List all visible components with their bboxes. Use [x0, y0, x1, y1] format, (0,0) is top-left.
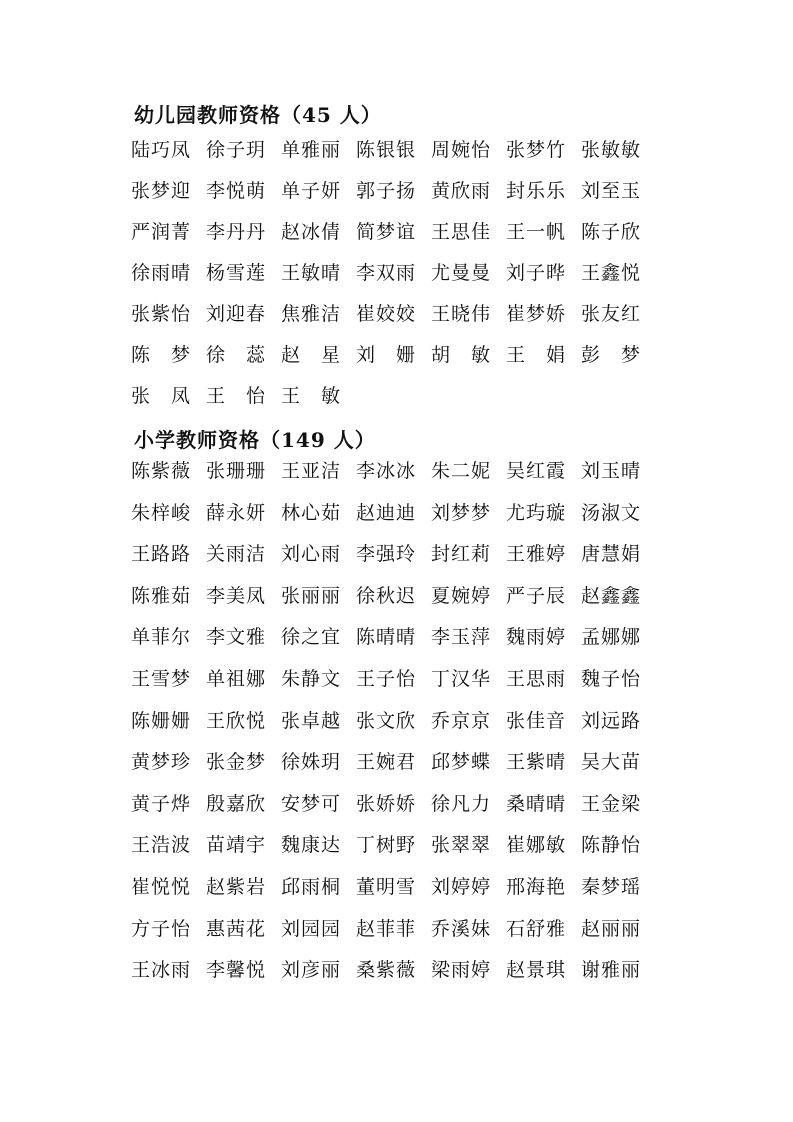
- name-entry: 吴红霞: [506, 460, 567, 482]
- name-entry: 李美凤: [206, 584, 267, 607]
- name-entry: 陈子欣: [581, 221, 642, 243]
- name-entry: 单雅丽: [281, 139, 342, 161]
- primary-school-name-grid: [131, 457, 656, 998]
- name-entry: 杨雪莲: [206, 262, 267, 284]
- name-entry: 朱梓峻: [131, 501, 192, 524]
- name-entry: 殷嘉欣: [206, 792, 267, 815]
- name-entry: 林心茹: [281, 501, 342, 524]
- name-entry: 黄梦珍: [131, 751, 192, 774]
- name-entry: 吴大苗: [581, 751, 642, 774]
- name-entry: 张紫怡: [131, 303, 192, 325]
- name-entry: 刘迎春: [206, 303, 267, 325]
- name-entry: 黄子烨: [131, 792, 192, 815]
- name-entry: 关雨洁: [206, 543, 267, 566]
- name-entry: 秦梦瑶: [581, 875, 642, 898]
- name-entry: 封乐乐: [506, 180, 567, 202]
- name-entry: 苗靖宇: [206, 834, 267, 857]
- name-entry: 单菲尔: [131, 626, 192, 649]
- name-entry: 崔梦娇: [506, 303, 567, 325]
- name-entry: 崔娜敏: [506, 834, 567, 857]
- name-entry: 陈 梦: [131, 344, 192, 366]
- kindergarten-name-grid: [131, 136, 656, 423]
- name-entry: 赵菲菲: [356, 917, 417, 940]
- name-entry: 赵 星: [281, 344, 342, 366]
- name-entry: 王一帆: [506, 221, 567, 243]
- name-entry: 王思佳: [431, 221, 492, 243]
- name-entry: 徐姝玥: [281, 751, 342, 774]
- name-entry: 严润菁: [131, 221, 192, 243]
- name-entry: 王 娟: [506, 344, 567, 366]
- name-entry: 王 敏: [281, 385, 342, 407]
- name-entry: 徐子玥: [206, 139, 267, 161]
- name-entry: 赵鑫鑫: [581, 584, 642, 607]
- name-entry: 石舒雅: [506, 917, 567, 940]
- name-entry: 刘梦梦: [431, 501, 492, 524]
- name-entry: 崔悦悦: [131, 875, 192, 898]
- name-entry: 王子怡: [356, 667, 417, 690]
- primary-school-section-heading: 小学教师资格（149 人）: [134, 428, 376, 452]
- name-entry: 梁雨婷: [431, 959, 492, 982]
- name-entry: 陈晴晴: [356, 626, 417, 649]
- name-entry: 彭 梦: [581, 344, 642, 366]
- name-entry: 王雅婷: [506, 543, 567, 566]
- name-entry: 陈银银: [356, 139, 417, 161]
- name-entry: 乔京京: [431, 709, 492, 732]
- name-entry: 封红莉: [431, 543, 492, 566]
- name-entry: 简梦谊: [356, 221, 417, 243]
- name-entry: 张珊珊: [206, 460, 267, 482]
- name-entry: 孟娜娜: [581, 626, 642, 649]
- name-entry: 赵迪迪: [356, 501, 417, 524]
- name-entry: 周婉怡: [431, 139, 492, 161]
- name-entry: 邱梦蝶: [431, 751, 492, 774]
- name-entry: 李文雅: [206, 626, 267, 649]
- name-entry: 汤淑文: [581, 501, 642, 524]
- name-entry: 王 怡: [206, 385, 267, 407]
- name-entry: 魏子怡: [581, 667, 642, 690]
- name-entry: 徐雨晴: [131, 262, 192, 284]
- name-entry: 惠茜花: [206, 917, 267, 940]
- name-entry: 李丹丹: [206, 221, 267, 243]
- name-entry: 张梦竹: [506, 139, 567, 161]
- name-entry: 王金梁: [581, 792, 642, 815]
- name-entry: 张丽丽: [281, 584, 342, 607]
- name-entry: 崔姣姣: [356, 303, 417, 325]
- name-entry: 丁树野: [356, 834, 417, 857]
- name-entry: 夏婉婷: [431, 584, 492, 607]
- name-entry: 徐凡力: [431, 792, 492, 815]
- name-entry: 朱静文: [281, 667, 342, 690]
- name-entry: 焦雅洁: [281, 303, 342, 325]
- name-entry: 赵丽丽: [581, 917, 642, 940]
- name-entry: 丁汉华: [431, 667, 492, 690]
- name-entry: 刘园园: [281, 917, 342, 940]
- name-entry: 刘 姗: [356, 344, 417, 366]
- name-entry: 徐之宜: [281, 626, 342, 649]
- name-entry: 李双雨: [356, 262, 417, 284]
- name-entry: 邢海艳: [506, 875, 567, 898]
- name-entry: 尤玙璇: [506, 501, 567, 524]
- name-entry: 王鑫悦: [581, 262, 642, 284]
- name-entry: 张敏敏: [581, 139, 642, 161]
- name-entry: 尤曼曼: [431, 262, 492, 284]
- name-entry: 张卓越: [281, 709, 342, 732]
- name-entry: 王婉君: [356, 751, 417, 774]
- name-entry: 陈静怡: [581, 834, 642, 857]
- name-entry: 刘婷婷: [431, 875, 492, 898]
- name-entry: 刘心雨: [281, 543, 342, 566]
- name-entry: 张文欣: [356, 709, 417, 732]
- name-entry: 张梦迎: [131, 180, 192, 202]
- name-entry: 徐 蕊: [206, 344, 267, 366]
- name-entry: 刘子晔: [506, 262, 567, 284]
- name-entry: 王路路: [131, 543, 192, 566]
- name-entry: 刘玉晴: [581, 460, 642, 482]
- name-entry: 徐秋迟: [356, 584, 417, 607]
- name-entry: 陈紫薇: [131, 460, 192, 482]
- name-entry: 严子辰: [506, 584, 567, 607]
- name-entry: 朱二妮: [431, 460, 492, 482]
- name-entry: 桑晴晴: [506, 792, 567, 815]
- name-entry: 王雪梦: [131, 667, 192, 690]
- name-entry: 李玉萍: [431, 626, 492, 649]
- name-entry: 王敏晴: [281, 262, 342, 284]
- name-entry: 刘至玉: [581, 180, 642, 202]
- name-entry: 李悦萌: [206, 180, 267, 202]
- name-entry: 张金梦: [206, 751, 267, 774]
- name-entry: 唐慧娟: [581, 543, 642, 566]
- name-entry: 魏康达: [281, 834, 342, 857]
- name-entry: 乔溪妹: [431, 917, 492, 940]
- name-entry: 赵紫岩: [206, 875, 267, 898]
- name-entry: 李强玲: [356, 543, 417, 566]
- name-entry: 陈雅茹: [131, 584, 192, 607]
- name-entry: 王紫晴: [506, 751, 567, 774]
- name-entry: 李馨悦: [206, 959, 267, 982]
- name-entry: 李冰冰: [356, 460, 417, 482]
- name-entry: 赵冰倩: [281, 221, 342, 243]
- name-entry: 刘远路: [581, 709, 642, 732]
- name-entry: 刘彦丽: [281, 959, 342, 982]
- name-entry: 薛永妍: [206, 501, 267, 524]
- name-entry: 黄欣雨: [431, 180, 492, 202]
- name-entry: 王晓伟: [431, 303, 492, 325]
- name-entry: 张翠翠: [431, 834, 492, 857]
- name-entry: 方子怡: [131, 917, 192, 940]
- name-entry: 王浩波: [131, 834, 192, 857]
- name-entry: 王思雨: [506, 667, 567, 690]
- name-entry: 张佳音: [506, 709, 567, 732]
- name-entry: 赵景琪: [506, 959, 567, 982]
- name-entry: 安梦可: [281, 792, 342, 815]
- name-entry: 王冰雨: [131, 959, 192, 982]
- name-entry: 张友红: [581, 303, 642, 325]
- kindergarten-section-heading: 幼儿园教师资格（45 人）: [134, 103, 382, 127]
- name-entry: 陆巧凤: [131, 139, 192, 161]
- name-entry: 陈姗姗: [131, 709, 192, 732]
- name-entry: 谢雅丽: [581, 959, 642, 982]
- name-entry: 董明雪: [356, 875, 417, 898]
- name-entry: 张娇娇: [356, 792, 417, 815]
- name-entry: 胡 敏: [431, 344, 492, 366]
- name-entry: 魏雨婷: [506, 626, 567, 649]
- name-entry: 桑紫薇: [356, 959, 417, 982]
- name-entry: 单祖娜: [206, 667, 267, 690]
- name-entry: 张 凤: [131, 385, 192, 407]
- name-entry: 王欣悦: [206, 709, 267, 732]
- name-entry: 邱雨桐: [281, 875, 342, 898]
- name-entry: 郭子扬: [356, 180, 417, 202]
- name-entry: 单子妍: [281, 180, 342, 202]
- name-entry: 王亚洁: [281, 460, 342, 482]
